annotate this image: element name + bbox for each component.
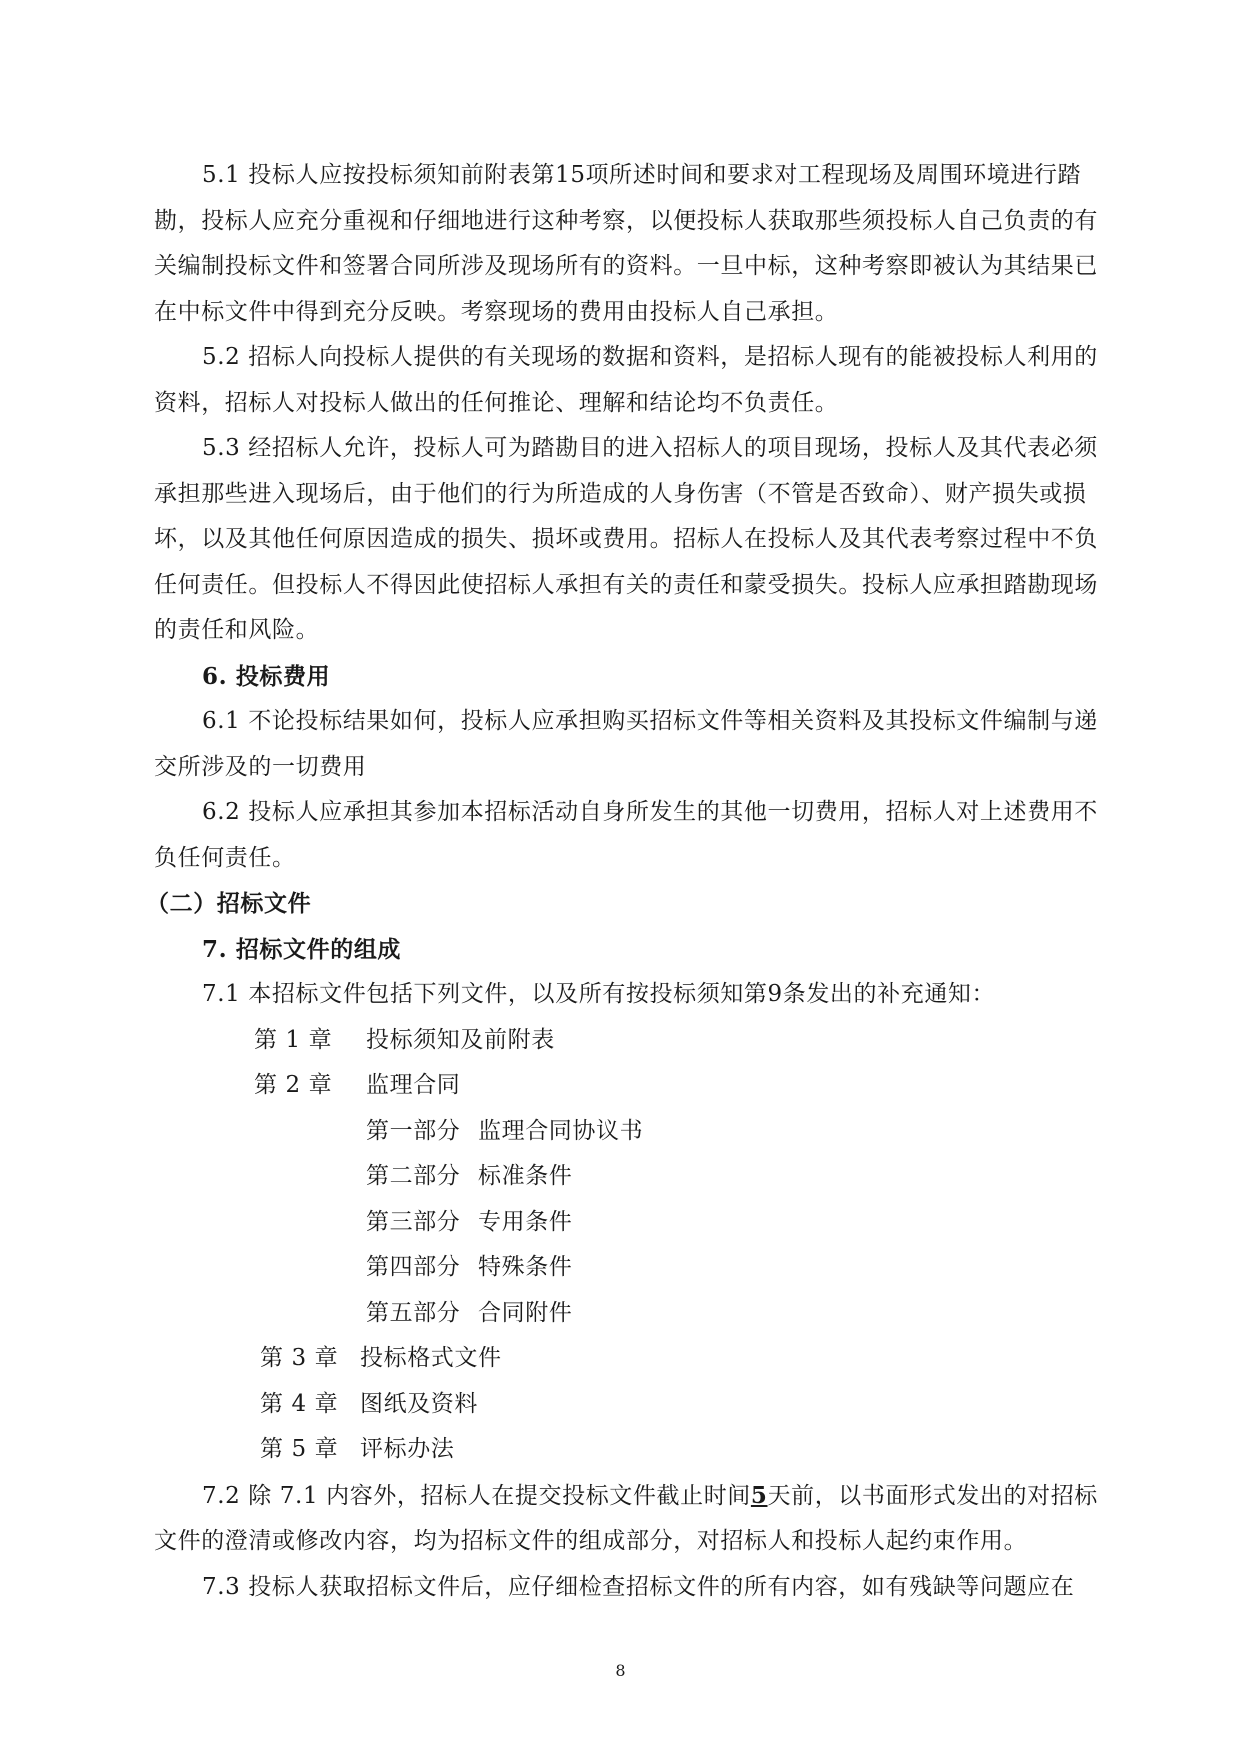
chapter-item-5 xyxy=(154,1427,1120,1473)
part-title: 监理合同协议书 xyxy=(478,1117,644,1144)
paragraph-7-2-lead: 7.2 除 7.1 内容外，招标人在提交投标文件截止时间 xyxy=(202,1482,751,1509)
paragraph-5-3: 5.3 经招标人允许，投标人可为踏勘目的进入招标人的项目现场，投标人及其代表必须承担那些进入现场后，由于他们的行为所造成的人身伤害（不管是否致命）、财产损失或损坏，以及其他任何原因造成的损失、损坏或费用。招标人在投标人及其代表考察过程中不负任何责任。但投标人不得因此使招标人承担有关的责任和蒙受损失。投标人应承担踏勘现场的责任和风险。 xyxy=(154,435,1098,643)
chapter-number: 第 4 章 xyxy=(260,1390,339,1417)
chapter-number: 第 3 章 xyxy=(260,1345,339,1371)
part-item-3 xyxy=(154,1200,1120,1246)
chapter-item-3 xyxy=(154,1336,1120,1382)
paragraph-7-3: 7.3 投标人获取招标文件后，应仔细检查招标文件的所有内容，如有残缺等问题应在 xyxy=(202,1573,1075,1600)
heading-7: 7. 招标文件的组成 xyxy=(202,935,402,963)
chapter-item-2 xyxy=(154,1063,1120,1109)
chapter-number: 第 1 章 xyxy=(254,1026,333,1053)
chapter-number: 第 5 章 xyxy=(260,1436,339,1462)
paragraph-7-1: 7.1 本招标文件包括下列文件，以及所有按投标须知第9条发出的补充通知： xyxy=(202,981,996,1007)
paragraph-6-1: 6.1 不论投标结果如何，投标人应承担购买招标文件等相关资料及其投标文件编制与递交所涉及的一切费用 xyxy=(154,708,1098,780)
chapter-title: 评标办法 xyxy=(360,1436,455,1462)
part-title: 专用条件 xyxy=(478,1208,573,1235)
part-number: 第四部分 xyxy=(366,1254,461,1280)
chapter-item-4 xyxy=(154,1382,1120,1428)
page-number: 8 xyxy=(615,1661,626,1680)
page-body xyxy=(146,153,1120,1610)
heading-6: 6. 投标费用 xyxy=(202,662,331,690)
part-number: 第一部分 xyxy=(366,1117,461,1144)
deadline-days-value: 5 xyxy=(750,1481,768,1509)
part-number: 第三部分 xyxy=(366,1208,461,1235)
paragraph-7-2 xyxy=(154,1473,1120,1565)
part-number: 第五部分 xyxy=(366,1299,461,1326)
part-item-4 xyxy=(154,1245,1120,1291)
chapter-title: 投标须知及前附表 xyxy=(366,1026,555,1053)
part-title: 特殊条件 xyxy=(478,1254,573,1280)
chapter-title: 投标格式文件 xyxy=(360,1345,502,1371)
paragraph-6-2: 6.2 投标人应承担其参加本招标活动自身所发生的其他一切费用，招标人对上述费用不负任何责任。 xyxy=(154,799,1098,871)
section-heading-2: （二）招标文件 xyxy=(146,890,312,917)
chapter-item-1 xyxy=(154,1018,1120,1064)
paragraph-5-1: 5.1 投标人应按投标须知前附表第15项所述时间和要求对工程现场及周围环境进行踏勘，投标人应充分重视和仔细地进行这种考察，以便投标人获取那些须投标人自己负责的有关编制投标文件和签署合同所涉及现场所有的资料。一旦中标，这种考察即被认为其结果已在中标文件中得到充分反映。考察现场的费用由投标人自己承担。 xyxy=(154,162,1098,325)
part-title: 合同附件 xyxy=(478,1299,573,1326)
part-item-2 xyxy=(154,1154,1120,1200)
chapter-title: 监理合同 xyxy=(366,1072,461,1098)
part-item-1 xyxy=(154,1109,1120,1155)
chapter-title: 图纸及资料 xyxy=(360,1390,478,1417)
part-title: 标准条件 xyxy=(478,1163,573,1189)
part-item-5 xyxy=(154,1291,1120,1337)
chapter-number: 第 2 章 xyxy=(254,1072,333,1098)
paragraph-5-2: 5.2 招标人向投标人提供的有关现场的数据和资料，是招标人现有的能被投标人利用的资料，招标人对投标人做出的任何推论、理解和结论均不负责任。 xyxy=(154,344,1098,416)
paragraph-7-2-rest: 天前，以书面形式发出的对招标文件的澄清或修改内容，均为招标文件的组成部分，对招标人和投标人起约束作用。 xyxy=(154,1482,1098,1554)
part-number: 第二部分 xyxy=(366,1163,461,1189)
